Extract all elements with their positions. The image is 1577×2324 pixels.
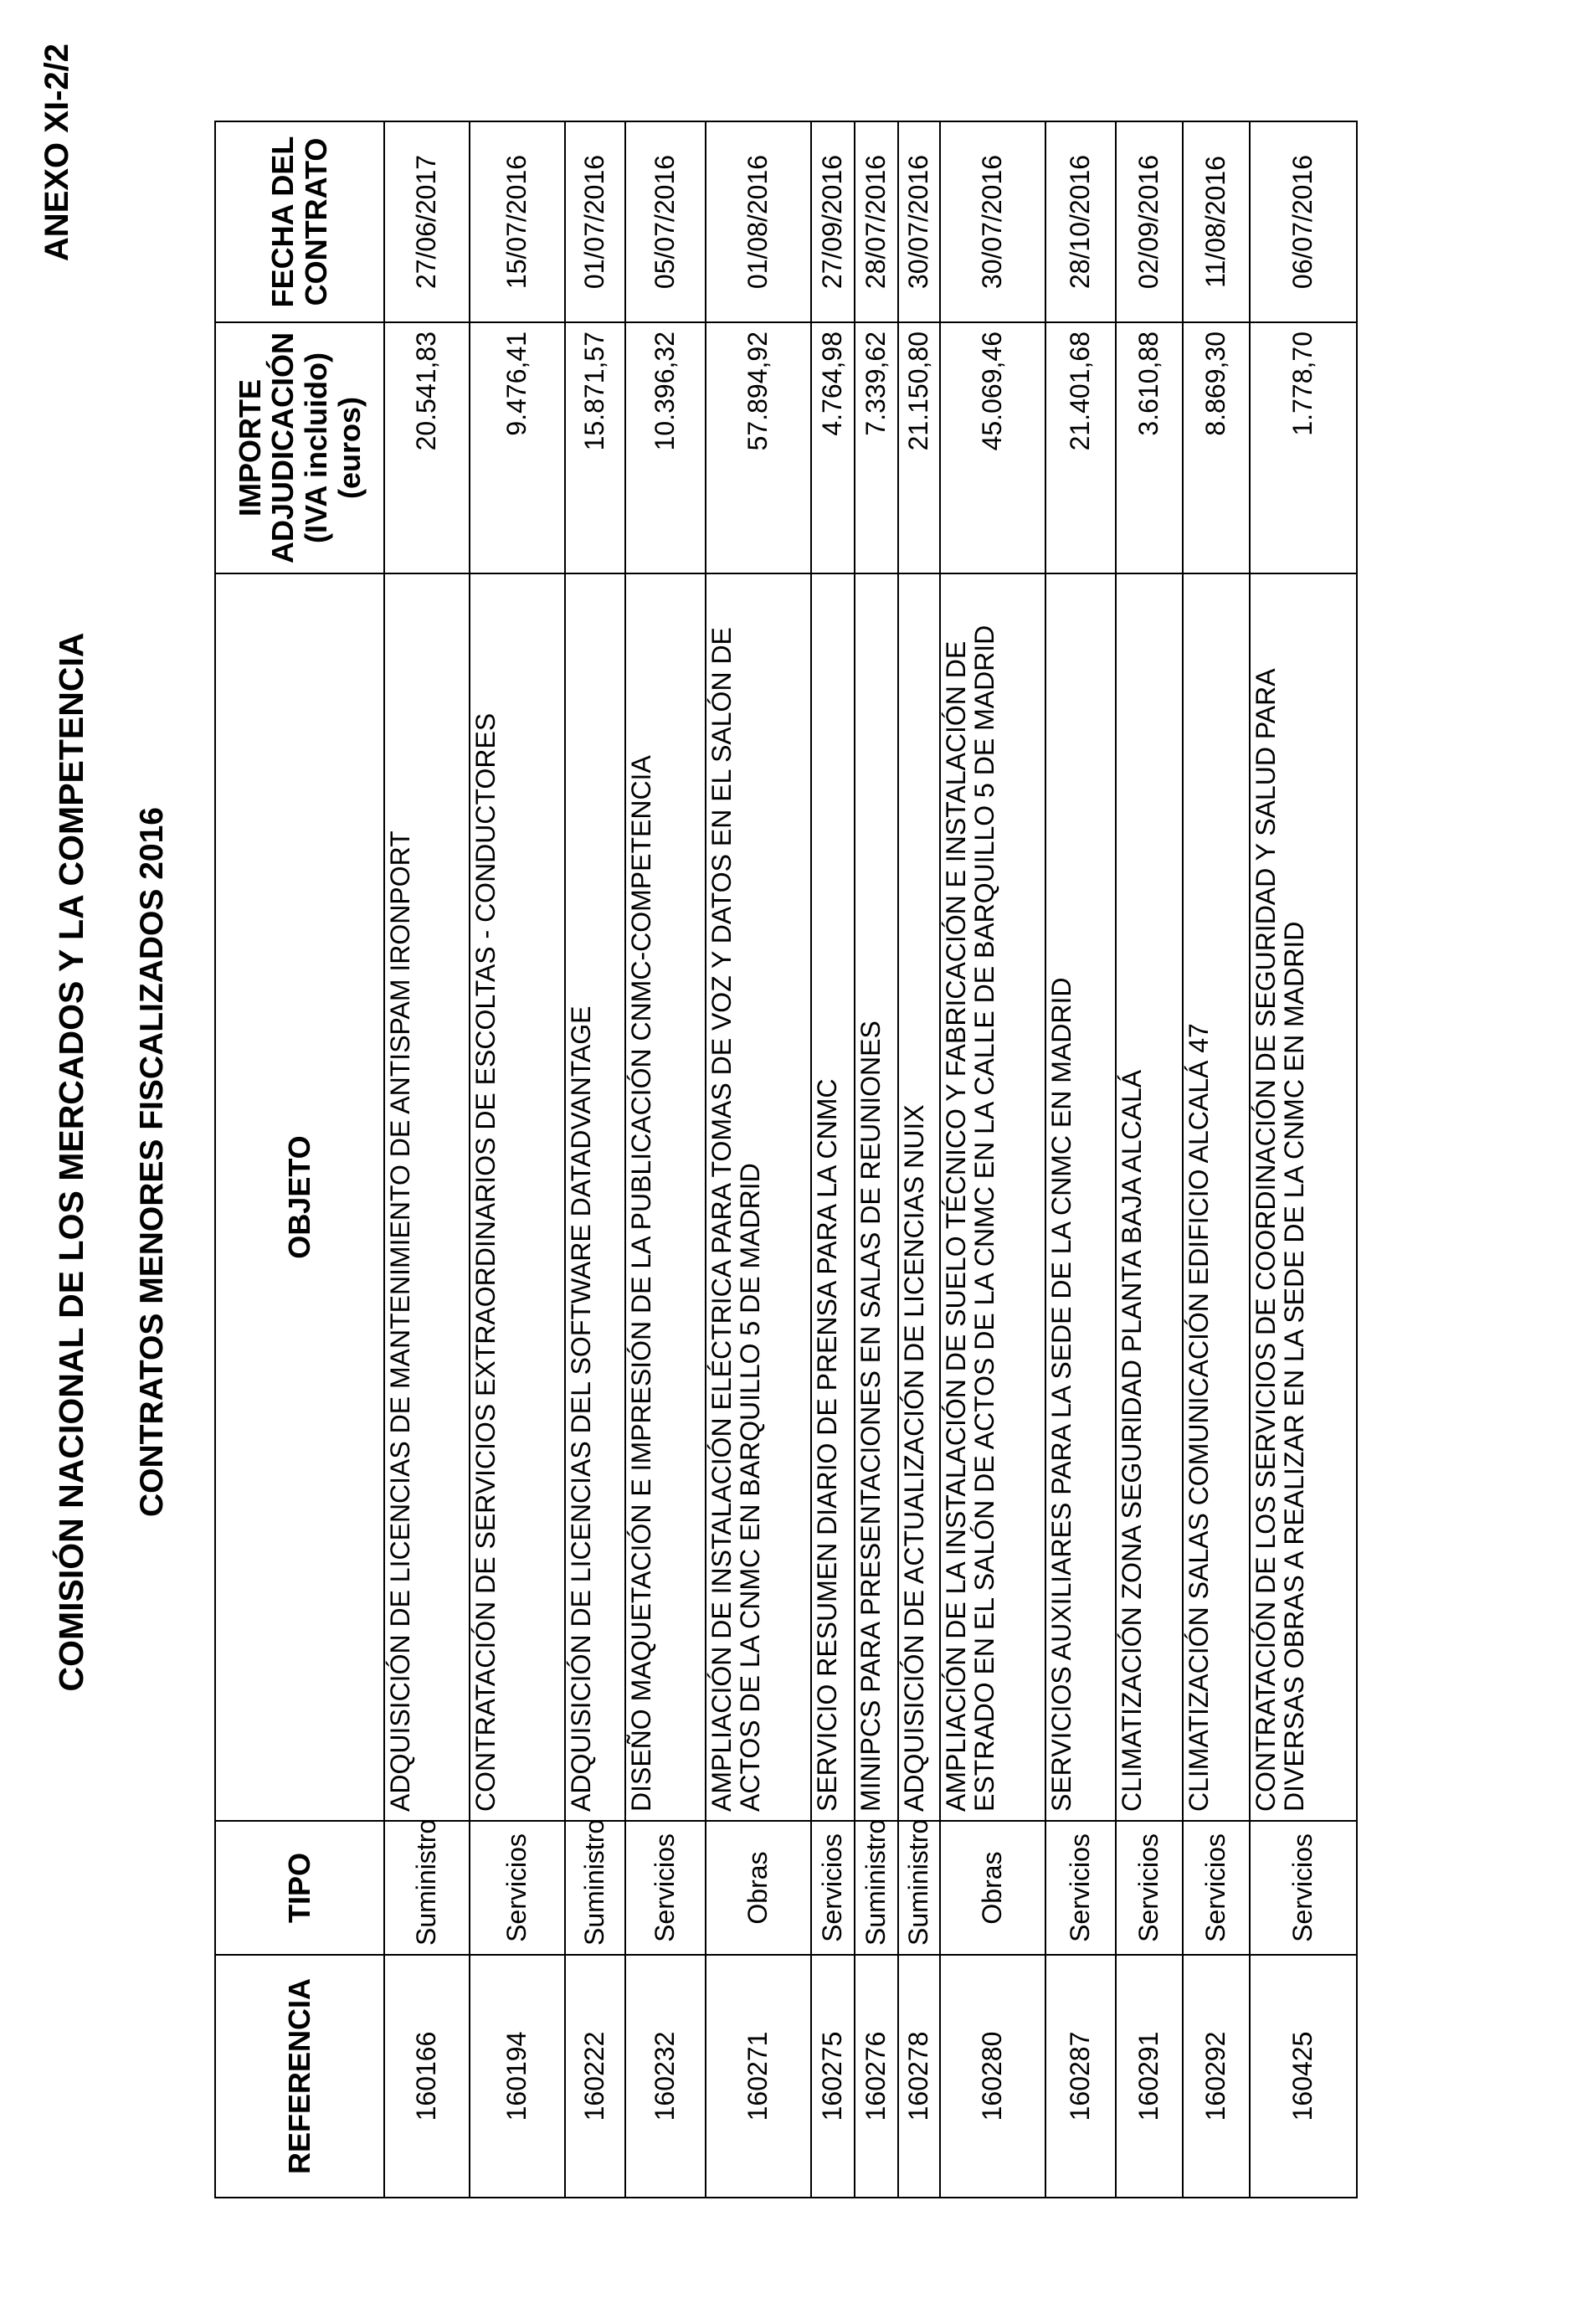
cell-objeto: DISEÑO MAQUETACIÓN E IMPRESIÓN DE LA PUBLICACIÓN CNMC-COMPETENCIA <box>625 573 706 1821</box>
cell-fecha: 01/08/2016 <box>706 121 811 322</box>
cell-importe: 3.610,88 <box>1116 322 1183 573</box>
cell-importe: 8.869,30 <box>1183 322 1250 573</box>
cell-fecha: 27/06/2017 <box>384 121 470 322</box>
cell-importe: 9.476,41 <box>470 322 565 573</box>
cell-referencia: 160275 <box>811 1955 855 2198</box>
cell-tipo: Servicios <box>1183 1821 1250 1955</box>
table-row <box>565 121 625 2198</box>
cell-tipo: Suministro <box>855 1821 898 1955</box>
cell-fecha: 28/07/2016 <box>855 121 898 322</box>
table-row <box>1116 121 1183 2198</box>
table-row <box>940 121 1045 2198</box>
cell-referencia: 160271 <box>706 1955 811 2198</box>
cell-tipo: Servicios <box>1116 1821 1183 1955</box>
cell-importe: 20.541,83 <box>384 322 470 573</box>
header-fecha <box>215 121 384 322</box>
cell-referencia: 160194 <box>470 1955 565 2198</box>
table-row <box>706 121 811 2198</box>
cell-objeto: MINIPCS PARA PRESENTACIONES EN SALAS DE REUNIONES <box>855 573 898 1821</box>
cell-tipo: Suministro <box>565 1821 625 1955</box>
cell-fecha: 06/07/2016 <box>1250 121 1357 322</box>
cell-tipo: Servicios <box>1045 1821 1116 1955</box>
cell-referencia: 160166 <box>384 1955 470 2198</box>
table-row <box>384 121 470 2198</box>
cell-referencia: 160232 <box>625 1955 706 2198</box>
table-row <box>855 121 898 2198</box>
table-row <box>1183 121 1250 2198</box>
header-importe-line: ADJUDICACIÓN <box>265 332 301 564</box>
cell-importe: 4.764,98 <box>811 322 855 573</box>
header-importe-line: (IVA incluido) <box>299 352 333 543</box>
cell-importe: 1.778,70 <box>1250 322 1357 573</box>
cell-importe: 21.150,80 <box>898 322 940 573</box>
cell-objeto: AMPLIACIÓN DE INSTALACIÓN ELÉCTRICA PARA TOMAS DE VOZ Y DATOS EN EL SALÓN DE ACTOS DE LA CNMC EN BARQUILLO 5 DE MADRID <box>706 573 811 1821</box>
cell-referencia: 160291 <box>1116 1955 1183 2198</box>
cell-fecha: 15/07/2016 <box>470 121 565 322</box>
cell-objeto: SERVICIO RESUMEN DIARIO DE PRENSA PARA LA CNMC <box>811 573 855 1821</box>
table-row <box>1250 121 1357 2198</box>
cell-importe: 15.871,57 <box>565 322 625 573</box>
cell-tipo: Obras <box>940 1821 1045 1955</box>
cell-tipo: Servicios <box>1250 1821 1357 1955</box>
cell-objeto: ADQUISICIÓN DE ACTUALIZACIÓN DE LICENCIAS NUIX <box>898 573 940 1821</box>
cell-objeto: ADQUISICIÓN DE LICENCIAS DE MANTENIMIENTO DE ANTISPAM IRONPORT <box>384 573 470 1821</box>
cell-tipo: Suministro <box>384 1821 470 1955</box>
cell-objeto: ADQUISICIÓN DE LICENCIAS DEL SOFTWARE DATADVANTAGE <box>565 573 625 1821</box>
cell-referencia: 160222 <box>565 1955 625 2198</box>
header-referencia: REFERENCIA <box>215 1955 384 2198</box>
cell-objeto: SERVICIOS AUXILIARES PARA LA SEDE DE LA CNMC EN MADRID <box>1045 573 1116 1821</box>
document-title: CONTRATOS MENORES FISCALIZADOS 2016 <box>134 807 170 1518</box>
cell-fecha: 27/09/2016 <box>811 121 855 322</box>
cell-objeto: CONTRATACIÓN DE SERVICIOS EXTRAORDINARIOS DE ESCOLTAS - CONDUCTORES <box>470 573 565 1821</box>
cell-referencia: 160292 <box>1183 1955 1250 2198</box>
header-fecha-line: CONTRATO <box>299 137 333 306</box>
cell-importe: 21.401,68 <box>1045 322 1116 573</box>
table-header-row <box>215 121 384 2198</box>
organization-title: COMISIÓN NACIONAL DE LOS MERCADOS Y LA COMPETENCIA <box>52 632 90 1692</box>
cell-referencia: 160280 <box>940 1955 1045 2198</box>
cell-importe: 45.069,46 <box>940 322 1045 573</box>
cell-objeto: AMPLIACIÓN DE LA INSTALACIÓN DE SUELO TÉCNICO Y FABRICACIÓN E INSTALACIÓN DE ESTRADO EN EL SALÓN DE ACTOS DE LA CNMC EN LA CALLE DE BARQUILLO 5 DE MADRID <box>940 573 1045 1821</box>
cell-tipo: Servicios <box>625 1821 706 1955</box>
cell-tipo: Servicios <box>811 1821 855 1955</box>
header-importe-line: IMPORTE <box>232 379 267 517</box>
table-row <box>470 121 565 2198</box>
table-row <box>811 121 855 2198</box>
cell-fecha: 28/10/2016 <box>1045 121 1116 322</box>
cell-fecha: 30/07/2016 <box>898 121 940 322</box>
cell-tipo: Servicios <box>470 1821 565 1955</box>
cell-objeto: CLIMATIZACIÓN SALAS COMUNICACIÓN EDIFICIO ALCALÁ 47 <box>1183 573 1250 1821</box>
table-row <box>898 121 940 2198</box>
contracts-table <box>214 121 1358 2198</box>
cell-fecha: 01/07/2016 <box>565 121 625 322</box>
cell-referencia: 160276 <box>855 1955 898 2198</box>
cell-objeto: CONTRATACIÓN DE LOS SERVICIOS DE COORDINACIÓN DE SEGURIDAD Y SALUD PARA DIVERSAS OBRAS A REALIZAR EN LA SEDE DE LA CNMC EN MADRID <box>1250 573 1357 1821</box>
cell-fecha: 30/07/2016 <box>940 121 1045 322</box>
header-tipo: TIPO <box>215 1821 384 1955</box>
header-fecha-line: FECHA DEL <box>265 136 301 308</box>
cell-fecha: 11/08/2016 <box>1183 121 1250 322</box>
header-importe <box>215 322 384 573</box>
table-row <box>625 121 706 2198</box>
header-importe-line: (euros) <box>331 397 367 500</box>
cell-importe: 10.396,32 <box>625 322 706 573</box>
cell-importe: 57.894,92 <box>706 322 811 573</box>
cell-importe: 7.339,62 <box>855 322 898 573</box>
cell-objeto: CLIMATIZACIÓN ZONA SEGURIDAD PLANTA BAJA ALCALÁ <box>1116 573 1183 1821</box>
annex-label: ANEXO XI-2/2 <box>39 44 75 262</box>
cell-fecha: 02/09/2016 <box>1116 121 1183 322</box>
table-row <box>1045 121 1116 2198</box>
cell-referencia: 160287 <box>1045 1955 1116 2198</box>
header-objeto: OBJETO <box>215 573 384 1821</box>
cell-tipo: Suministro <box>898 1821 940 1955</box>
cell-tipo: Obras <box>706 1821 811 1955</box>
cell-referencia: 160425 <box>1250 1955 1357 2198</box>
cell-fecha: 05/07/2016 <box>625 121 706 322</box>
cell-referencia: 160278 <box>898 1955 940 2198</box>
